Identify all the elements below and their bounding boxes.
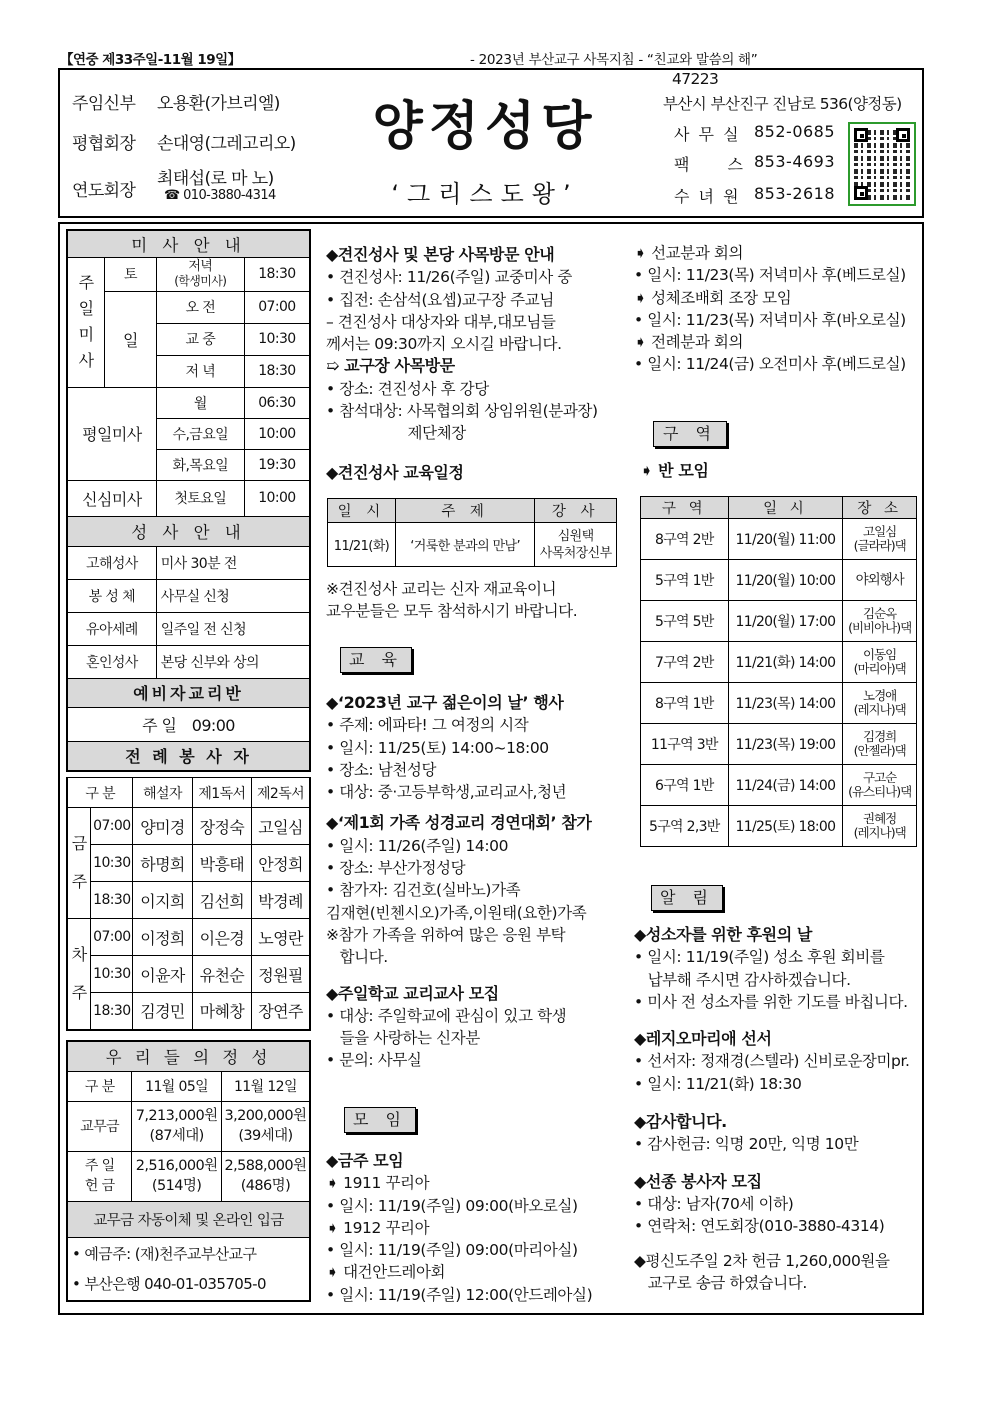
catechumen-time: 주 일 09:00 — [67, 707, 310, 741]
district-time: 11/20(월) 17:00 — [728, 601, 843, 642]
server-time: 07:00 — [91, 919, 133, 956]
education-section — [326, 692, 591, 1072]
server-name: 노영란 — [252, 919, 310, 956]
area-label: 연도회장 — [72, 181, 136, 201]
vocation-heading: ◆성소자를 위한 후원의 날 — [634, 925, 812, 944]
notice-line: • 장소: 견진성사 후 강당 — [326, 379, 489, 398]
server-name: 박경례 — [252, 882, 310, 919]
sacrament-name: 유아세례 — [67, 612, 156, 645]
district-label: 구 역 — [653, 421, 727, 447]
servers-header: 제1독서 — [192, 778, 251, 808]
notice-line: • 참석대상: 사목협의회 상임위원(분과장) — [326, 402, 598, 421]
district-place: 고일심 (글라라)댁 — [843, 519, 917, 560]
offering-value: 2,516,000원 (514명) — [132, 1151, 222, 1201]
sunday-label: 일 — [105, 291, 157, 387]
bulletin-header — [58, 68, 924, 218]
district-header: 일 시 — [728, 497, 843, 519]
notice-line: • 일시: 11/21(화) 18:30 — [634, 1074, 802, 1093]
notice-line: • 대상: 남자(70세 이하) — [634, 1194, 794, 1213]
notice-line: 납부해 주시면 감사하겠습니다. — [634, 970, 851, 989]
notice-line: 김재현(빈첸시오)가족,이원태(요한)가족 — [326, 903, 587, 922]
area-phone: ☎ 010-3880-4314 — [164, 188, 276, 203]
sacrament-info: 일주일 전 신청 — [156, 612, 310, 645]
sacrament-name: 봉 성 체 — [67, 579, 156, 612]
district-place: 김경희 (안젤라)댁 — [843, 724, 917, 765]
account-holder: • 예금주: (재)천주교부산교구 — [72, 1244, 257, 1263]
district-name: 5구역 2,3반 — [641, 806, 729, 847]
edu-header: 일 시 — [328, 499, 396, 523]
offering-value: 3,200,000원 (39세대) — [221, 1101, 310, 1151]
confirm-edu-note — [326, 578, 577, 623]
bishop-visit-heading: ➯ 교구장 사목방문 — [326, 356, 455, 376]
server-name: 마혜창 — [192, 993, 251, 1030]
notice-line: 교구로 송금 하였습니다. — [634, 1273, 807, 1292]
auto-transfer-title: 교무금 자동이체 및 온라인 입금 — [67, 1201, 310, 1237]
district-time: 11/25(토) 18:00 — [728, 806, 843, 847]
sacrament-title: 성 사 안 내 — [67, 516, 310, 546]
meeting-line: ➧ 1911 꾸리아 — [326, 1174, 430, 1193]
teacher-recruit-heading: ◆주일학교 교리교사 모집 — [326, 983, 499, 1003]
pastor-name: 오용환(가브리엘) — [157, 94, 280, 114]
district-time: 11/24(금) 14:00 — [728, 765, 843, 806]
notice-line: • 대상: 중·고등부학생,교리교사,청년 — [326, 783, 567, 802]
office-phone: 852-0685 — [754, 122, 836, 141]
offering-table — [66, 1040, 311, 1302]
confirmation-heading: ◆견진성사 및 본당 사목방문 안내 — [326, 245, 555, 264]
servers-title: 전 례 봉 사 자 — [67, 741, 310, 771]
notice-line: • 집전: 손삼석(요셉)교구장 주교님 — [326, 290, 554, 309]
servers-header: 해설자 — [133, 778, 192, 808]
server-time: 10:30 — [91, 956, 133, 993]
servers-header: 구 분 — [67, 778, 133, 808]
meetings-heading: ◆금주 모임 — [326, 1151, 404, 1170]
council-name: 손대영(그레고리오) — [157, 134, 296, 154]
sunday-mass-name: 교 중 — [156, 323, 244, 355]
saturday-time: 18:30 — [244, 257, 310, 291]
offering-value: 7,213,000원 (87세대) — [132, 1101, 222, 1151]
weekday-mass-time: 19:30 — [244, 449, 310, 480]
sunday-mass-time: 18:30 — [244, 355, 310, 387]
meeting-line: ➧ 선교분과 회의 — [634, 244, 744, 262]
meeting-line: • 일시: 11/19(주일) 12:00(안드레아실) — [326, 1285, 593, 1304]
notice-line: – 견진성사 대상자와 대부,대모님들 — [326, 312, 556, 331]
youth-day-heading: ◆‘2023년 교구 젊은이의 날’ 행사 — [326, 693, 564, 712]
notice-line: 들을 사랑하는 신자분 — [326, 1029, 480, 1048]
legio-heading: ◆레지오마리애 선서 — [634, 1029, 772, 1049]
offering-header: 구 분 — [67, 1071, 132, 1101]
district-header: 장 소 — [843, 497, 917, 519]
fax-number: 853-4693 — [754, 152, 836, 171]
offering-value: 2,588,000원 (486명) — [221, 1151, 310, 1201]
district-name: 7구역 2반 — [641, 642, 729, 683]
sacrament-info: 본당 신부와 상의 — [156, 645, 310, 678]
district-place: 김순옥 (비비아나)댁 — [843, 601, 917, 642]
server-name: 이은경 — [192, 919, 251, 956]
notice-line: • 일시: 11/25(토) 14:00~18:00 — [326, 738, 549, 757]
weekday-mass-name: 수,금요일 — [156, 418, 244, 449]
saturday-mass: 저녁 (학생미사) — [156, 257, 244, 291]
district-place: 권혜정 (레지나)댁 — [843, 806, 917, 847]
offering-row-label: 교무금 — [67, 1101, 132, 1151]
meeting-line: • 일시: 11/19(주일) 09:00(바오로실) — [326, 1196, 578, 1215]
address: 부산시 부산진구 진남로 536(양정동) — [663, 95, 902, 113]
server-name: 정원필 — [252, 956, 310, 993]
notice-line: • 장소: 남천성당 — [326, 760, 437, 779]
note-line: 교우분들은 모두 참석하시기 바랍니다. — [326, 602, 578, 621]
week-label: 【연중 제33주일-11월 19일】 — [60, 52, 241, 68]
confirm-edu-heading-wrap — [326, 462, 464, 484]
account-number: • 부산은행 040-01-035705-0 — [72, 1274, 266, 1293]
district-heading: ➧ 반 모임 — [640, 461, 709, 480]
notice-line: • 문의: 사무실 — [326, 1051, 422, 1070]
convent-label: 수 녀 원 — [674, 187, 741, 206]
sunday-mass-label: 주 일 미 사 — [67, 257, 105, 387]
notice-line: • 견진성사: 11/26(주일) 교중미사 중 — [326, 268, 572, 287]
meeting-line: • 일시: 11/23(목) 저녁미사 후(바오로실) — [634, 310, 906, 329]
sunday-mass-time: 07:00 — [244, 291, 310, 323]
server-time: 07:00 — [91, 808, 133, 845]
sunday-mass-name: 저 녁 — [156, 355, 244, 387]
district-name: 8구역 1반 — [641, 683, 729, 724]
meeting-line: • 일시: 11/23(목) 저녁미사 후(베드로실) — [634, 266, 906, 285]
notice-label: 알 림 — [651, 885, 723, 911]
server-time: 18:30 — [91, 993, 133, 1030]
top-line — [60, 48, 926, 68]
notice-line: • 주제: 에파타! 그 여정의 시작 — [326, 716, 529, 735]
district-time: 11/21(화) 14:00 — [728, 642, 843, 683]
funeral-volunteer-heading: ◆선종 봉사자 모집 — [634, 1171, 762, 1191]
district-name: 6구역 1반 — [641, 765, 729, 806]
weekday-mass-name: 화,목요일 — [156, 449, 244, 480]
server-time: 18:30 — [91, 882, 133, 919]
info-table — [66, 229, 311, 772]
edu-lecturer: 심원택 사목처장신부 — [535, 523, 617, 567]
notice-line: • 대상: 주일학교에 관심이 있고 학생 — [326, 1006, 567, 1025]
saturday-label: 토 — [105, 257, 157, 291]
meeting-line: ➧ 성체조배회 조장 모임 — [634, 288, 792, 307]
fax-label: 팩 스 — [674, 155, 745, 174]
notice-line: • 연락처: 연도회장(010-3880-4314) — [634, 1217, 885, 1236]
district-place: 야외행사 — [843, 560, 917, 601]
confirm-edu-table — [327, 498, 617, 567]
notice-line: ◆평신도주일 2차 헌금 1,260,000원을 — [634, 1251, 890, 1270]
servers-table — [66, 777, 311, 1031]
server-time: 10:30 — [91, 845, 133, 882]
edu-header: 주 제 — [395, 499, 534, 523]
this-week-label: 금 주 — [67, 808, 91, 919]
notice-line: 합니다. — [326, 948, 388, 967]
district-time: 11/20(월) 10:00 — [728, 560, 843, 601]
meeting-line: • 일시: 11/24(금) 오전미사 후(베드로실) — [634, 355, 906, 374]
district-place: 구고순 (유스티나)댁 — [843, 765, 917, 806]
server-name: 박흥태 — [192, 845, 251, 882]
server-name: 김선희 — [192, 882, 251, 919]
district-place: 노경애 (레지나)댁 — [843, 683, 917, 724]
meeting-line: ➧ 전례분과 회의 — [634, 333, 744, 352]
notice-line: • 미사 전 성소자를 위한 기도를 바칩니다. — [634, 992, 908, 1011]
district-name: 5구역 5반 — [641, 601, 729, 642]
notice-line: • 일시: 11/26(주일) 14:00 — [326, 836, 509, 855]
server-name: 하명희 — [133, 845, 192, 882]
qr-code-icon[interactable] — [848, 122, 916, 206]
devotion-mass-name: 첫토요일 — [156, 480, 244, 516]
catechumen-title: 예비자교리반 — [67, 678, 310, 707]
offering-title: 우 리 들 의 정 성 — [67, 1041, 310, 1071]
convent-phone: 853-2618 — [754, 184, 836, 203]
edu-header: 강 사 — [535, 499, 617, 523]
sunday-mass-time: 10:30 — [244, 323, 310, 355]
server-name: 양미경 — [133, 808, 192, 845]
server-name: 이정희 — [133, 919, 192, 956]
sacrament-name: 고해성사 — [67, 546, 156, 579]
meetings-section — [326, 1150, 592, 1306]
confirm-edu-heading: ◆견진성사 교육일정 — [326, 463, 464, 482]
sacrament-info: 미사 30분 전 — [156, 546, 310, 579]
next-week-label: 차 주 — [67, 919, 91, 1030]
notice-line: • 참가자: 김건호(실바노)가족 — [326, 881, 521, 900]
right-meetings — [634, 242, 906, 376]
weekday-mass-name: 월 — [156, 387, 244, 418]
server-name: 안정희 — [252, 845, 310, 882]
parish-subtitle: ‘그리스도왕’ — [391, 180, 579, 208]
district-time: 11/20(월) 11:00 — [728, 519, 843, 560]
offering-header: 11월 12일 — [221, 1071, 310, 1101]
area-name: 최태섭(로 마 노) — [157, 169, 274, 189]
district-time: 11/23(목) 14:00 — [728, 683, 843, 724]
sunday-mass-name: 오 전 — [156, 291, 244, 323]
notice-line: • 장소: 부산가정성당 — [326, 859, 466, 878]
zip-code: 47223 — [672, 70, 719, 88]
mass-title: 미 사 안 내 — [67, 230, 310, 257]
edu-topic: ‘거룩한 분과의 만남’ — [395, 523, 534, 567]
server-name: 장정숙 — [192, 808, 251, 845]
parish-title: 양정성당 — [372, 96, 598, 157]
servers-header: 제2독서 — [252, 778, 310, 808]
notice-line: 께서는 09:30까지 오시길 바랍니다. — [326, 335, 562, 354]
meeting-line: ➧ 대건안드레아회 — [326, 1263, 446, 1282]
meeting-line: • 일시: 11/19(주일) 09:00(마리아실) — [326, 1241, 578, 1260]
notice-line: ※참가 가족을 위하여 많은 응원 부탁 — [326, 925, 566, 944]
devotion-mass-time: 10:00 — [244, 480, 310, 516]
district-place: 이동임 (마리아)댁 — [843, 642, 917, 683]
council-label: 평협회장 — [72, 134, 136, 154]
notice-line: • 일시: 11/19(주일) 성소 후원 회비를 — [634, 948, 885, 967]
district-time: 11/23(목) 19:00 — [728, 724, 843, 765]
meeting-line: ➧ 1912 꾸리아 — [326, 1218, 430, 1237]
offering-row-label: 주 일 헌 금 — [67, 1151, 132, 1201]
education-label: 교 육 — [340, 647, 412, 673]
sacrament-info: 사무실 신청 — [156, 579, 310, 612]
server-name: 이윤자 — [133, 956, 192, 993]
office-label: 사 무 실 — [674, 125, 741, 144]
bible-contest-heading: ◆‘제1회 가족 성경교리 경연대회’ 참가 — [326, 813, 592, 833]
notice-line: • 감사헌금: 익명 20만, 익명 10만 — [634, 1135, 859, 1154]
server-name: 유천순 — [192, 956, 251, 993]
district-heading-wrap — [640, 460, 709, 482]
note-line: ※견진성사 교리는 신자 재교육이니 — [326, 580, 557, 598]
server-name: 이지희 — [133, 882, 192, 919]
notice-line: • 선서자: 정재경(스텔라) 신비로운장미pr. — [634, 1052, 910, 1071]
sacrament-name: 혼인성사 — [67, 645, 156, 678]
district-table — [640, 496, 917, 847]
district-name: 11구역 3반 — [641, 724, 729, 765]
pastor-label: 주임신부 — [72, 94, 136, 114]
thanks-heading: ◆감사합니다. — [634, 1112, 727, 1132]
edu-date: 11/21(화) — [328, 523, 396, 567]
meetings-label: 모 임 — [344, 1107, 416, 1133]
confirmation-notice — [326, 244, 598, 445]
weekday-mass-time: 10:00 — [244, 418, 310, 449]
diocese-motto: - 2023년 부산교구 사목지침 - “친교와 말씀의 해” — [470, 52, 758, 68]
notice-line: 제단체장 — [326, 424, 466, 443]
district-name: 8구역 2반 — [641, 519, 729, 560]
district-header: 구 역 — [641, 497, 729, 519]
account-info — [67, 1237, 310, 1301]
weekday-mass-time: 06:30 — [244, 387, 310, 418]
offering-header: 11월 05일 — [132, 1071, 222, 1101]
notice-section — [634, 924, 910, 1294]
weekday-mass-label: 평일미사 — [67, 387, 156, 480]
server-name: 고일심 — [252, 808, 310, 845]
district-name: 5구역 1반 — [641, 560, 729, 601]
devotion-mass-label: 신심미사 — [67, 480, 156, 516]
server-name: 장연주 — [252, 993, 310, 1030]
server-name: 김경민 — [133, 993, 192, 1030]
